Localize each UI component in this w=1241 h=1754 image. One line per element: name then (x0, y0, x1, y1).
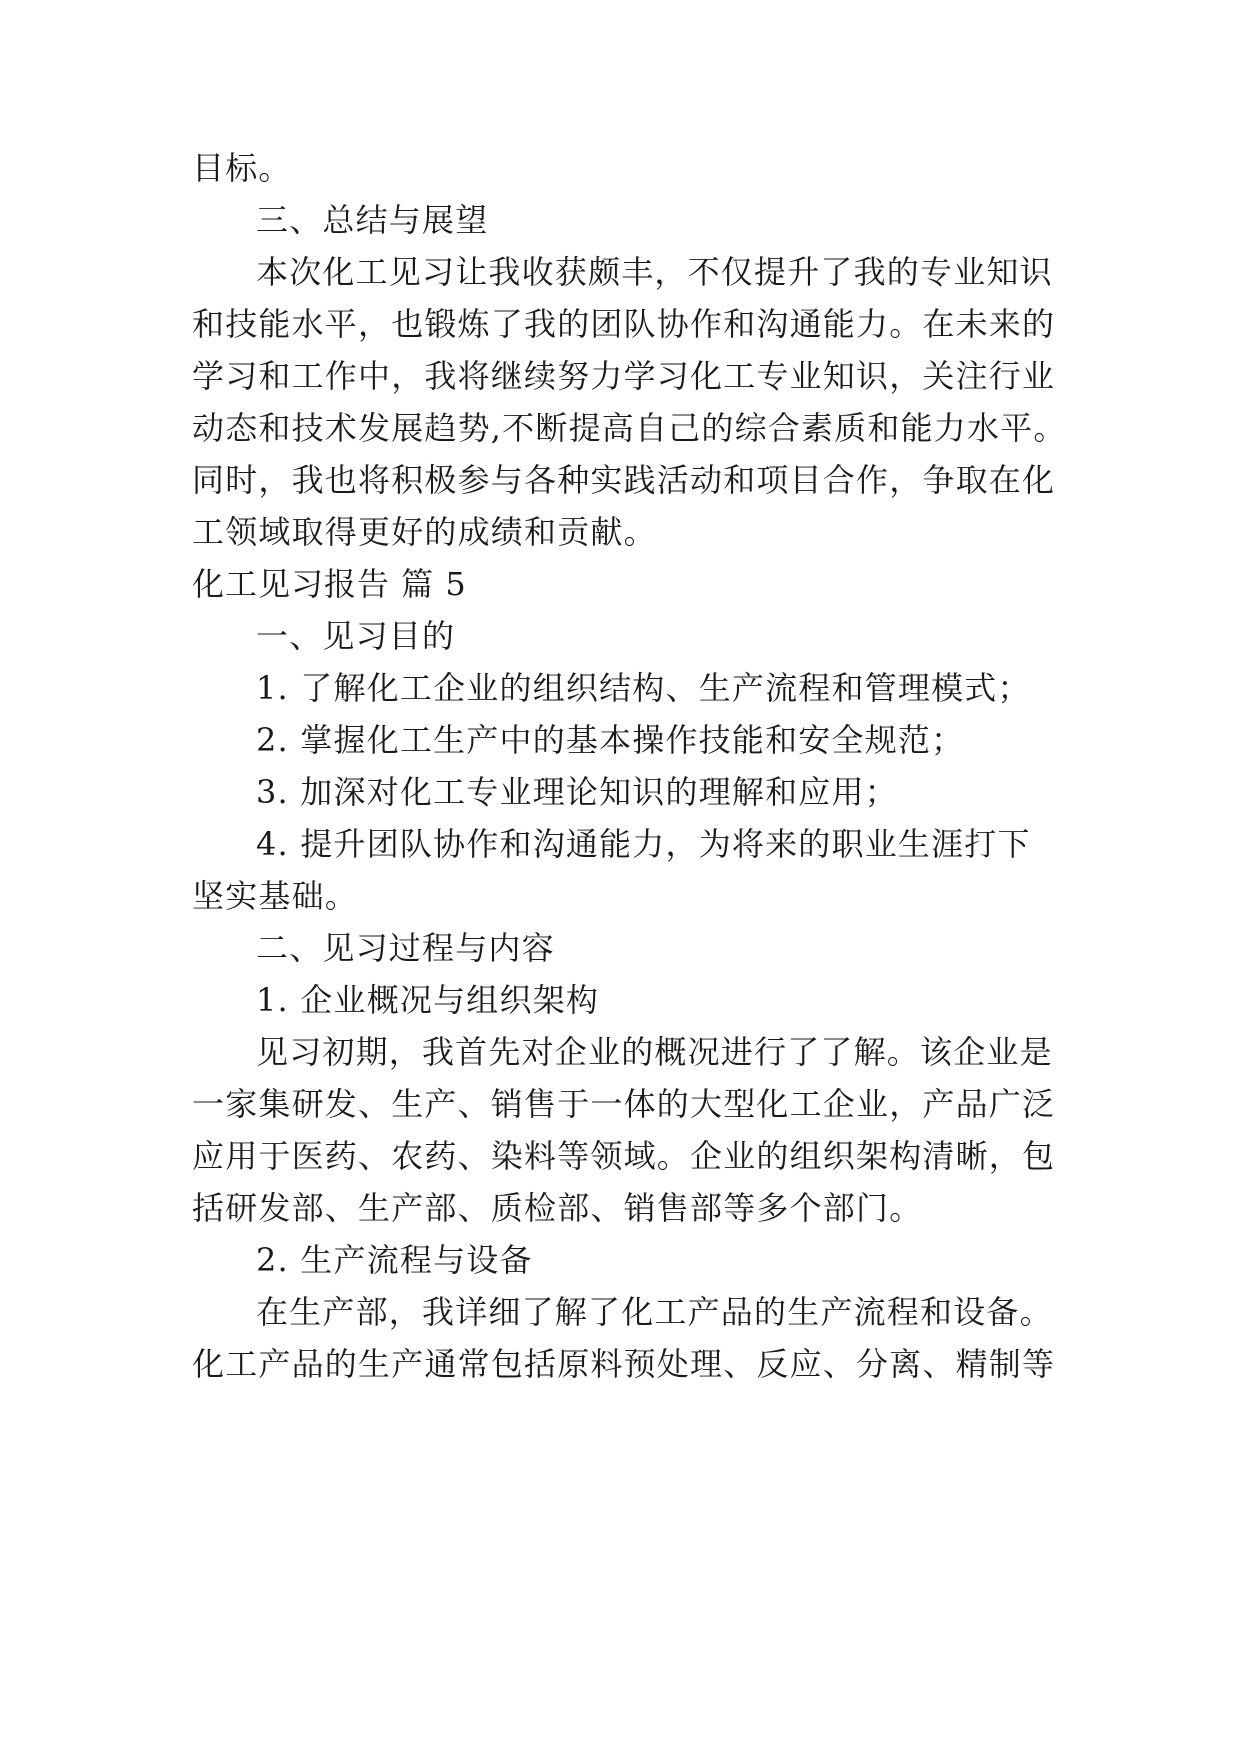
list-item: 3. 加深对化工专业理论知识的理解和应用； (256, 773, 898, 811)
list-item: 2. 掌握化工生产中的基本操作技能和安全规范； (256, 721, 965, 759)
paragraph-line: 动态和技术发展趋势,不断提高自己的综合素质和能力水平。 (192, 409, 1067, 447)
paragraph-line: 目标。 (192, 149, 292, 187)
paragraph-line: 本次化工见习让我收获颇丰，不仅提升了我的专业知识 (256, 253, 1053, 291)
paragraph-line: 见习初期，我首先对企业的概况进行了了解。该企业是 (256, 1033, 1053, 1071)
subsection-heading: 1. 企业概况与组织架构 (256, 981, 600, 1019)
section-heading-purpose: 一、见习目的 (256, 617, 456, 655)
paragraph-line: 化工产品的生产通常包括原料预处理、反应、分离、精制等 (192, 1345, 1056, 1383)
paragraph-line: 学习和工作中，我将继续努力学习化工专业知识，关注行业 (192, 357, 1056, 395)
paragraph-line: 应用于医药、农药、染料等领域。企业的组织架构清晰，包 (192, 1137, 1056, 1175)
paragraph-line: 括研发部、生产部、质检部、销售部等多个部门。 (192, 1189, 923, 1227)
list-item: 4. 提升团队协作和沟通能力，为将来的职业生涯打下 (256, 825, 1031, 863)
section-heading-process: 二、见习过程与内容 (256, 929, 555, 967)
paragraph-line: 和技能水平，也锻炼了我的团队协作和沟通能力。在未来的 (192, 305, 1056, 343)
paragraph-line: 工领域取得更好的成绩和贡献。 (192, 513, 657, 551)
list-item: 1. 了解化工企业的组织结构、生产流程和管理模式； (256, 669, 1031, 707)
paragraph-line: 坚实基础。 (192, 877, 359, 915)
subsection-heading: 2. 生产流程与设备 (256, 1241, 533, 1279)
paragraph-line: 在生产部，我详细了解了化工产品的生产流程和设备。 (256, 1293, 1053, 1331)
paragraph-line: 同时，我也将积极参与各种实践活动和项目合作，争取在化 (192, 461, 1056, 499)
report-title: 化工见习报告 篇 5 (192, 565, 467, 603)
paragraph-line: 一家集研发、生产、销售于一体的大型化工企业，产品广泛 (192, 1085, 1056, 1123)
section-heading-summary: 三、总结与展望 (256, 201, 489, 239)
